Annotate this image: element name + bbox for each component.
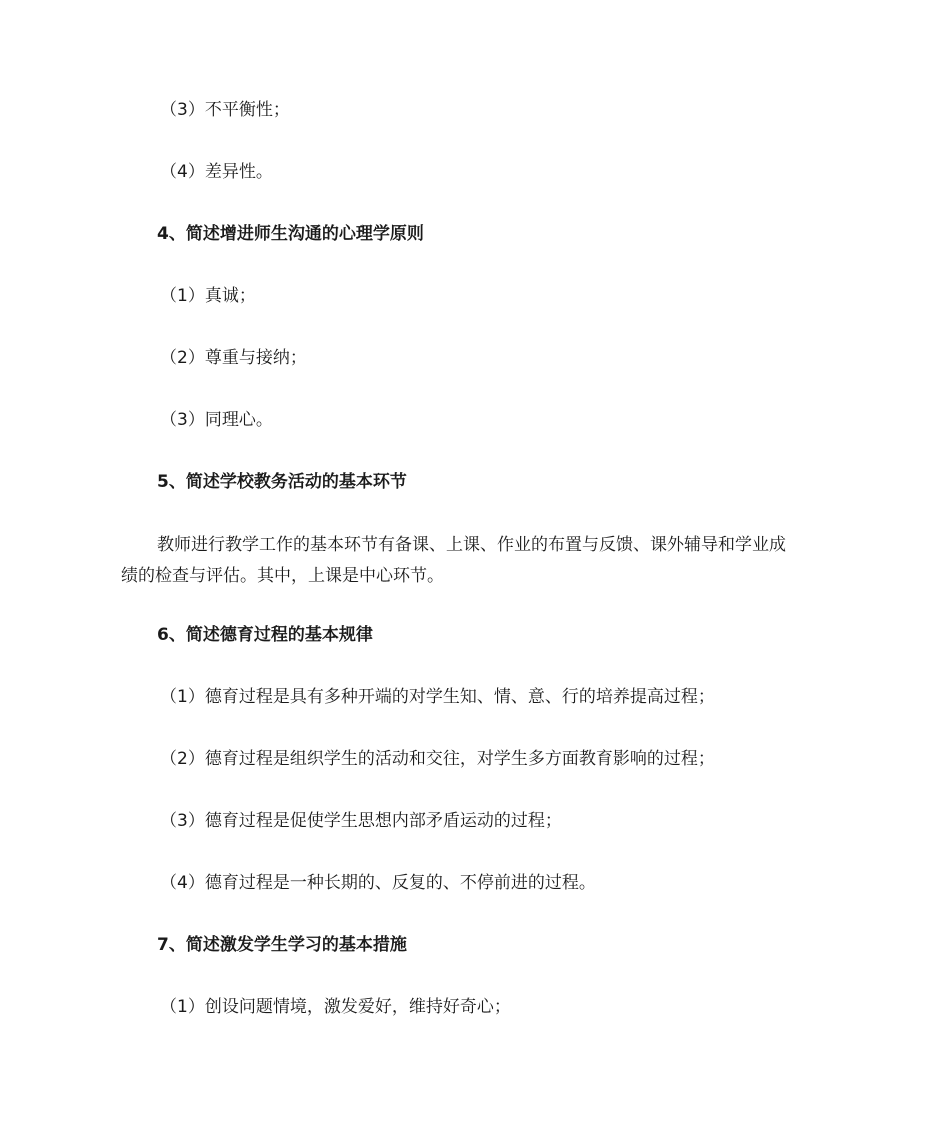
section-heading: 6、简述德育过程的基本规律	[157, 625, 373, 645]
section-heading: 5、简述学校教务活动的基本环节	[157, 472, 407, 492]
paragraph-line: 教师进行教学工作的基本环节有备课、上课、作业的布置与反馈、课外辅导和学业成	[157, 535, 786, 555]
section-heading: 4、简述增进师生沟通的心理学原则	[157, 224, 424, 244]
list-item: （4）差异性。	[160, 162, 273, 182]
section-heading: 7、简述激发学生学习的基本措施	[157, 935, 407, 955]
list-item: （1）创设问题情境，激发爱好，维持好奇心；	[160, 997, 511, 1017]
list-item: （3）德育过程是促使学生思想内部矛盾运动的过程；	[160, 811, 562, 831]
list-item: （1）真诚；	[160, 286, 256, 306]
list-item: （2）尊重与接纳；	[160, 348, 307, 368]
paragraph-line: 绩的检查与评估。其中，上课是中心环节。	[121, 566, 444, 586]
list-item: （2）德育过程是组织学生的活动和交往，对学生多方面教育影响的过程；	[160, 749, 715, 769]
list-item: （4）德育过程是一种长期的、反复的、不停前进的过程。	[160, 873, 596, 893]
list-item: （3）同理心。	[160, 410, 273, 430]
list-item: （1）德育过程是具有多种开端的对学生知、情、意、行的培养提高过程；	[160, 687, 715, 707]
list-item: （3）不平衡性；	[160, 100, 290, 120]
